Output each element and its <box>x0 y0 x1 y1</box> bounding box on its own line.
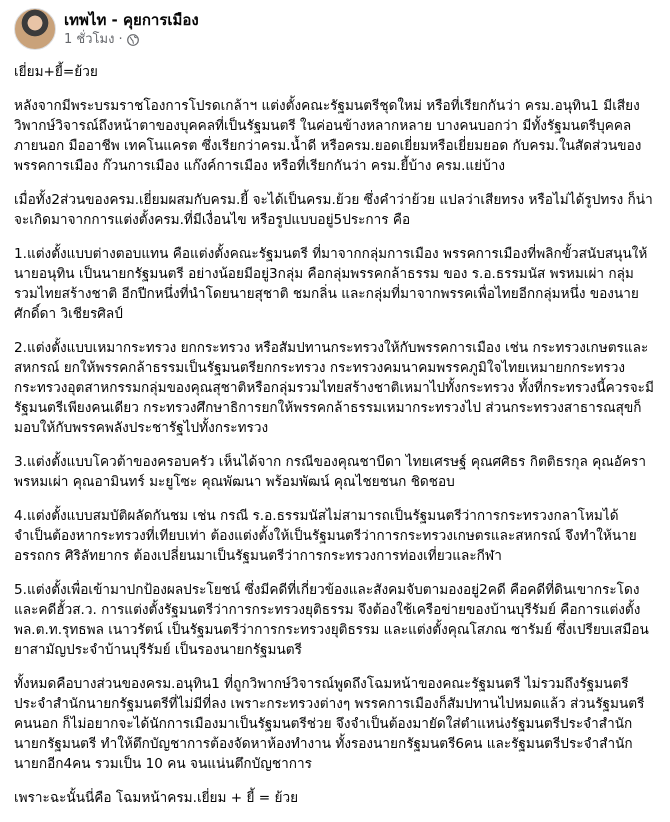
post-conclusion: เพราะฉะนั้นนี่คือ โฉมหน้าครม.เยี่ยม + ยี้ = ย้วย <box>14 790 299 806</box>
post-meta <box>64 10 199 49</box>
post-paragraph: เมื่อทั้ง2ส่วนของครม.เยี่ยมผสมกับครม.ยี้ จะได้เป็นครม.ย้วย ซึ่งคำว่าย้วย แปลว่าเสียทรง หรือไม่ได้รูปทรง ก็น่าจะเกิดมาจากการแต่งตั้งครม.ที่มีเงื่อนไข หรือรูปแบบอยู่5ประการ คือ <box>14 192 653 228</box>
post-paragraph: หลังจากมีพระบรมราชโองการโปรดเกล้าฯ แต่งตั้งคณะรัฐมนตรีชุดใหม่ หรือที่เรียกกันว่า ครม.อนุทิน1 มีเสียงวิพากษ์วิจารณ์ถึงหน้าตาของบุคคลที่เป็นรัฐมนตรี ในค่อนข้างหลากหลาย บางคนบอกว่า มีทั้งรัฐมนตรีบุคคลภายนอก มืออาชีพ เทคโนแครต ซึ่งเรียกว่าครม.น้ำดี หรือครม.ยอดเยี่ยมหรือเยี่ยมยอด กับครม.ในสัดส่วนของพรรคการเมือง ก๊วนการเมือง แก๊งค์การเมือง หรือที่เรียกกันว่า ครม.ยี้บ้าง ครม.แย่บ้าง <box>14 98 642 174</box>
post-paragraph: 3.แต่งตั้งแบบโควต้าของครอบครัว เห็นได้จาก กรณีของคุณชาบีดา ไทยเศรษฐ์ คุณศศิธร กิตติธรกุล คุณอัครา พรหมเผ่า คุณอามินทร์ มะยูโซะ คุณพัฒนา พร้อมพัฒน์ คุณไชยชนก ชิดชอบ <box>14 454 646 490</box>
post-paragraph: 5.แต่งตั้งเพื่อเข้ามาปกป้องผลประโยชน์ ซึ่งมีคดีที่เกี่ยวข้องและสังคมจับตามองอยู่2คดี คือคดีที่ดินเขากระโดง และคดีฮั้วส.ว. การแต่งตั้งรัฐมนตรีว่าการกระทรวงยุติธรรม จึงต้องใช้เครือข่ายของบ้านบุรีรัมย์ คือการแต่งตั้ง พล.ต.ท.รุทธพล เนาวรัตน์ เป็นรัฐมนตรีว่าการกระทรวงยุติธรรม และแต่งตั้งคุณโสภณ ซารัมย์ ซึ่งเปรียบเสมือนยาสามัญประจำบ้านบุรีรัมย์ เป็นรองนายกรัฐมนตรี <box>14 582 649 658</box>
author-avatar[interactable] <box>14 8 56 50</box>
post-headline: เยี่ยม+ยี้=ย้วย <box>14 64 98 80</box>
post-paragraph: 1.แต่งตั้งแบบต่างตอบแทน คือแต่งตั้งคณะรัฐมนตรี ที่มาจากกลุ่มการเมือง พรรคการเมืองที่พลิกขั้วสนับสนุนให้นายอนุทิน เป็นนายกรัฐมนตรี อย่างน้อยมีอยู่3กลุ่ม คือกลุ่มพรรคกล้าธรรม ของ ร.อ.ธรรมนัส พรหมเผ่า กลุ่มรวมไทยสร้างชาติ อีกปีกหนึ่งที่นำโดยนายสุชาติ ชมกลิ่น และกลุ่มที่มาจากพรรคเพื่อไทยอีกกลุ่มหนึ่ง ของนายศักดิ์ดา วิเชียรศิลป์ <box>14 246 648 322</box>
post-timestamp[interactable]: 1 ชั่วโมง <box>64 31 115 47</box>
separator-dot: · <box>118 31 123 47</box>
post-paragraph: 4.แต่งตั้งแบบสมบัติผลัดกันชม เช่น กรณี ร.อ.ธรรมนัสไม่สามารถเป็นรัฐมนตรีว่าการกระทรวงกลาโหมได้ จำเป็นต้องหากระทรวงที่เทียบเท่า ต้องแต่งตั้งให้เป็นรัฐมนตรีว่าการกระทรวงเกษตรและสหกรณ์ จึงทำให้นายอรรถกร ศิริลัทยากร ต้องเปลี่ยนมาเป็นรัฐมนตรีว่าการกระทรวงการท่องเที่ยวและกีฬา <box>14 508 637 564</box>
post-paragraph: ทั้งหมดคือบางส่วนของครม.อนุทิน1 ที่ถูกวิพากษ์วิจารณ์พูดถึงโฉมหน้าของคณะรัฐมนตรี ไม่รวมถึงรัฐมนตรีประจำสำนักนายกรัฐมนตรีที่ไม่มีที่ลง เพราะกระทรวงต่างๆ พรรคการเมืองก็สัมปทานไปหมดแล้ว ส่วนรัฐมนตรีคนนอก ก็ไม่อยากจะได้นักการเมืองมาเป็นรัฐมนตรีช่วย จึงจำเป็นต้องมายัดใส่ตำแหน่งรัฐมนตรีประจำสำนักนายกรัฐมนตรี ทำให้ตึกบัญชาการต้องจัดหาห้องทำงาน ทั้งรองนายกรัฐมนตรี6คน และรัฐมนตรีประจำสำนักนายกอีก4คน รวมเป็น 10 คน จนแน่นตึกบัญชาการ <box>14 676 645 772</box>
post-subline <box>64 31 199 49</box>
post-body <box>14 62 656 822</box>
post-header <box>14 8 199 50</box>
post-paragraph: 2.แต่งตั้งแบบเหมากระทรวง ยกกระทรวง หรือสัมปทานกระทรวงให้กับพรรคการเมือง เช่น กระทรวงเกษตรและสหกรณ์ ยกให้พรรคกล้าธรรมเป็นรัฐมนตรียกกระทรวง กระทรวงคมนาคมพรรคภูมิใจไทยเหมายกกระทรวง กระทรวงอุตสาหกรรมกลุ่มของคุณสุชาติหรือกลุ่มรวมไทยสร้างชาติเหมาไปทั้งกระทรวง ทั้งที่กระทรวงนี้ควรจะมีรัฐมนตรีเพียงคนเดียว กระทรวงศึกษาธิการยกให้พรรคกล้าธรรมเหมากระทรวงไป ส่วนกระทรวงสาธารณสุขก็มอบให้กับพรรคพลังประชารัฐไปทั้งกระทรวง <box>14 340 654 436</box>
globe-icon[interactable] <box>127 34 139 46</box>
author-name[interactable]: เทพไท - คุยการเมือง <box>64 10 199 29</box>
